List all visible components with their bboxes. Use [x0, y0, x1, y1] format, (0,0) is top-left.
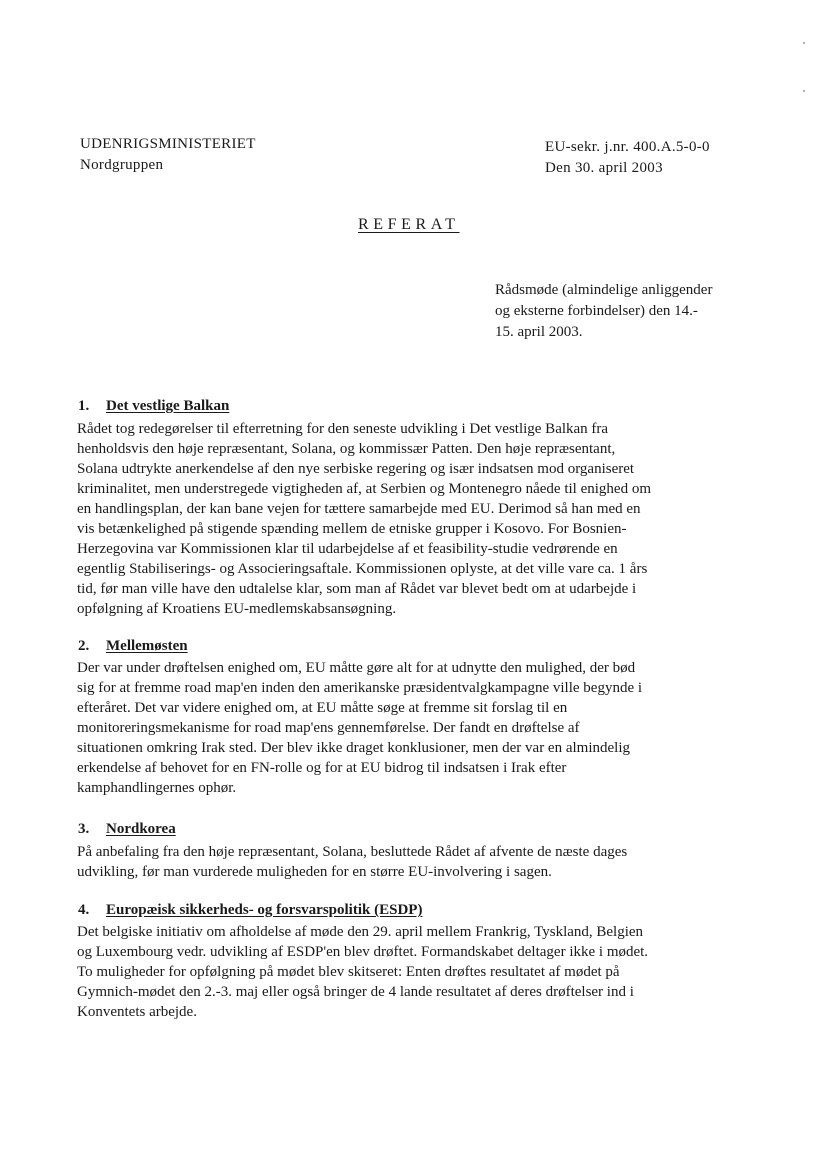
paragraph-line: erkendelse af behovet for en FN-rolle og for at EU bidrog til indsatsen i Irak efter — [77, 760, 567, 776]
paragraph-line: Det belgiske initiativ om afholdelse af møde den 29. april mellem Frankrig, Tyskland, Belgien — [77, 924, 644, 940]
section-heading — [78, 398, 229, 415]
section-title: Europæisk sikkerheds- og forsvarspolitik (ESDP) — [106, 902, 423, 918]
paragraph-line: tid, før man ville have den udtalelse klar, som man af Rådet var blevet bedt om at udarbejde i — [77, 581, 637, 597]
paragraph-line: egentlig Stabiliserings- og Associeringsaftale. Kommissionen oplyste, at det ville vare ca. 1 års — [77, 561, 648, 577]
paragraph-line: henholdsvis den høje repræsentant, Solana, og kommissær Patten. Den høje repræsentant, — [77, 441, 616, 457]
paragraph-line: efteråret. Det var videre enighed om, at EU måtte søge at fremme sit forslag til en — [77, 700, 568, 716]
paragraph-line: og Luxembourg vedr. udvikling af ESDP'en blev drøftet. Formandskabet deltager ikke i mødet. — [77, 944, 649, 960]
section-title: Nordkorea — [106, 821, 176, 837]
document-date: Den 30. april 2003 — [545, 160, 663, 176]
paragraph-line: vis betænkelighed på stigende spænding mellem de etniske grupper i Kosovo. For Bosnien- — [77, 521, 627, 537]
ministry-name: UDENRIGSMINISTERIET — [80, 136, 256, 152]
paragraph-line: Gymnich-mødet den 2.-3. maj eller også bringer de 4 lande resultatet af deres drøftelser ind i — [77, 984, 634, 1000]
paragraph-line: en handlingsplan, der kan bane vejen for tættere samarbejde med EU. Derimod så han med en — [77, 501, 641, 517]
paragraph-line: Der var under drøftelsen enighed om, EU måtte gøre alt for at udnytte den mulighed, der bød — [77, 660, 636, 676]
section-number: 4. — [78, 902, 90, 918]
section-heading — [78, 821, 176, 838]
section-number: 1. — [78, 398, 90, 414]
paragraph-line: sig for at fremme road map'en inden den amerikanske præsidentvalgkampagne ville begynde i — [77, 680, 643, 696]
section-heading — [78, 902, 422, 919]
paragraph-line: opfølgning af Kroatiens EU-medlemskabsansøgning. — [77, 601, 397, 617]
paragraph-line: På anbefaling fra den høje repræsentant, Solana, besluttede Rådet af afvente de næste dages — [77, 844, 628, 860]
scan-speck — [803, 42, 805, 44]
journal-number: EU-sekr. j.nr. 400.A.5-0-0 — [545, 139, 710, 155]
document-title: REFERAT — [358, 216, 460, 233]
section-heading — [78, 638, 188, 655]
paragraph-line: Herzegovina var Kommissionen klar til udarbejdelse af et feasibility-studie vedrørende en — [77, 541, 618, 557]
meeting-line: og eksterne forbindelser) den 14.- — [495, 303, 698, 319]
paragraph-line: To muligheder for opfølgning på mødet blev skitseret: Enten drøftes resultatet af mødet på — [77, 964, 620, 980]
meeting-line: Rådsmøde (almindelige anliggender — [495, 282, 713, 298]
section-number: 2. — [78, 638, 90, 654]
meeting-line: 15. april 2003. — [495, 324, 583, 340]
paragraph-line: Rådet tog redegørelser til efterretning for den seneste udvikling i Det vestlige Balkan fra — [77, 421, 609, 437]
paragraph-line: kamphandlingernes ophør. — [77, 780, 237, 796]
scan-speck — [803, 90, 805, 92]
paragraph-line: Konventets arbejde. — [77, 1004, 197, 1020]
paragraph-line: Solana udtrykte anerkendelse af den nye serbiske regering og især indsatsen mod organiseret — [77, 461, 635, 477]
section-title: Mellemøsten — [106, 638, 188, 654]
section-number: 3. — [78, 821, 90, 837]
department-name: Nordgruppen — [80, 157, 164, 173]
paragraph-line: monitoreringsmekanisme for road map'ens gennemførelse. Der fandt en drøftelse af — [77, 720, 580, 736]
section-title: Det vestlige Balkan — [106, 398, 230, 414]
paragraph-line: situationen omkring Irak sted. Der blev ikke draget konklusioner, men der var en almindelig — [77, 740, 630, 756]
paragraph-line: kriminalitet, men understregede vigtigheden af, at Serbien og Montenegro nåede til enighed om — [77, 481, 651, 497]
paragraph-line: udvikling, før man vurderede muligheden for en større EU-involvering i sagen. — [77, 864, 552, 880]
